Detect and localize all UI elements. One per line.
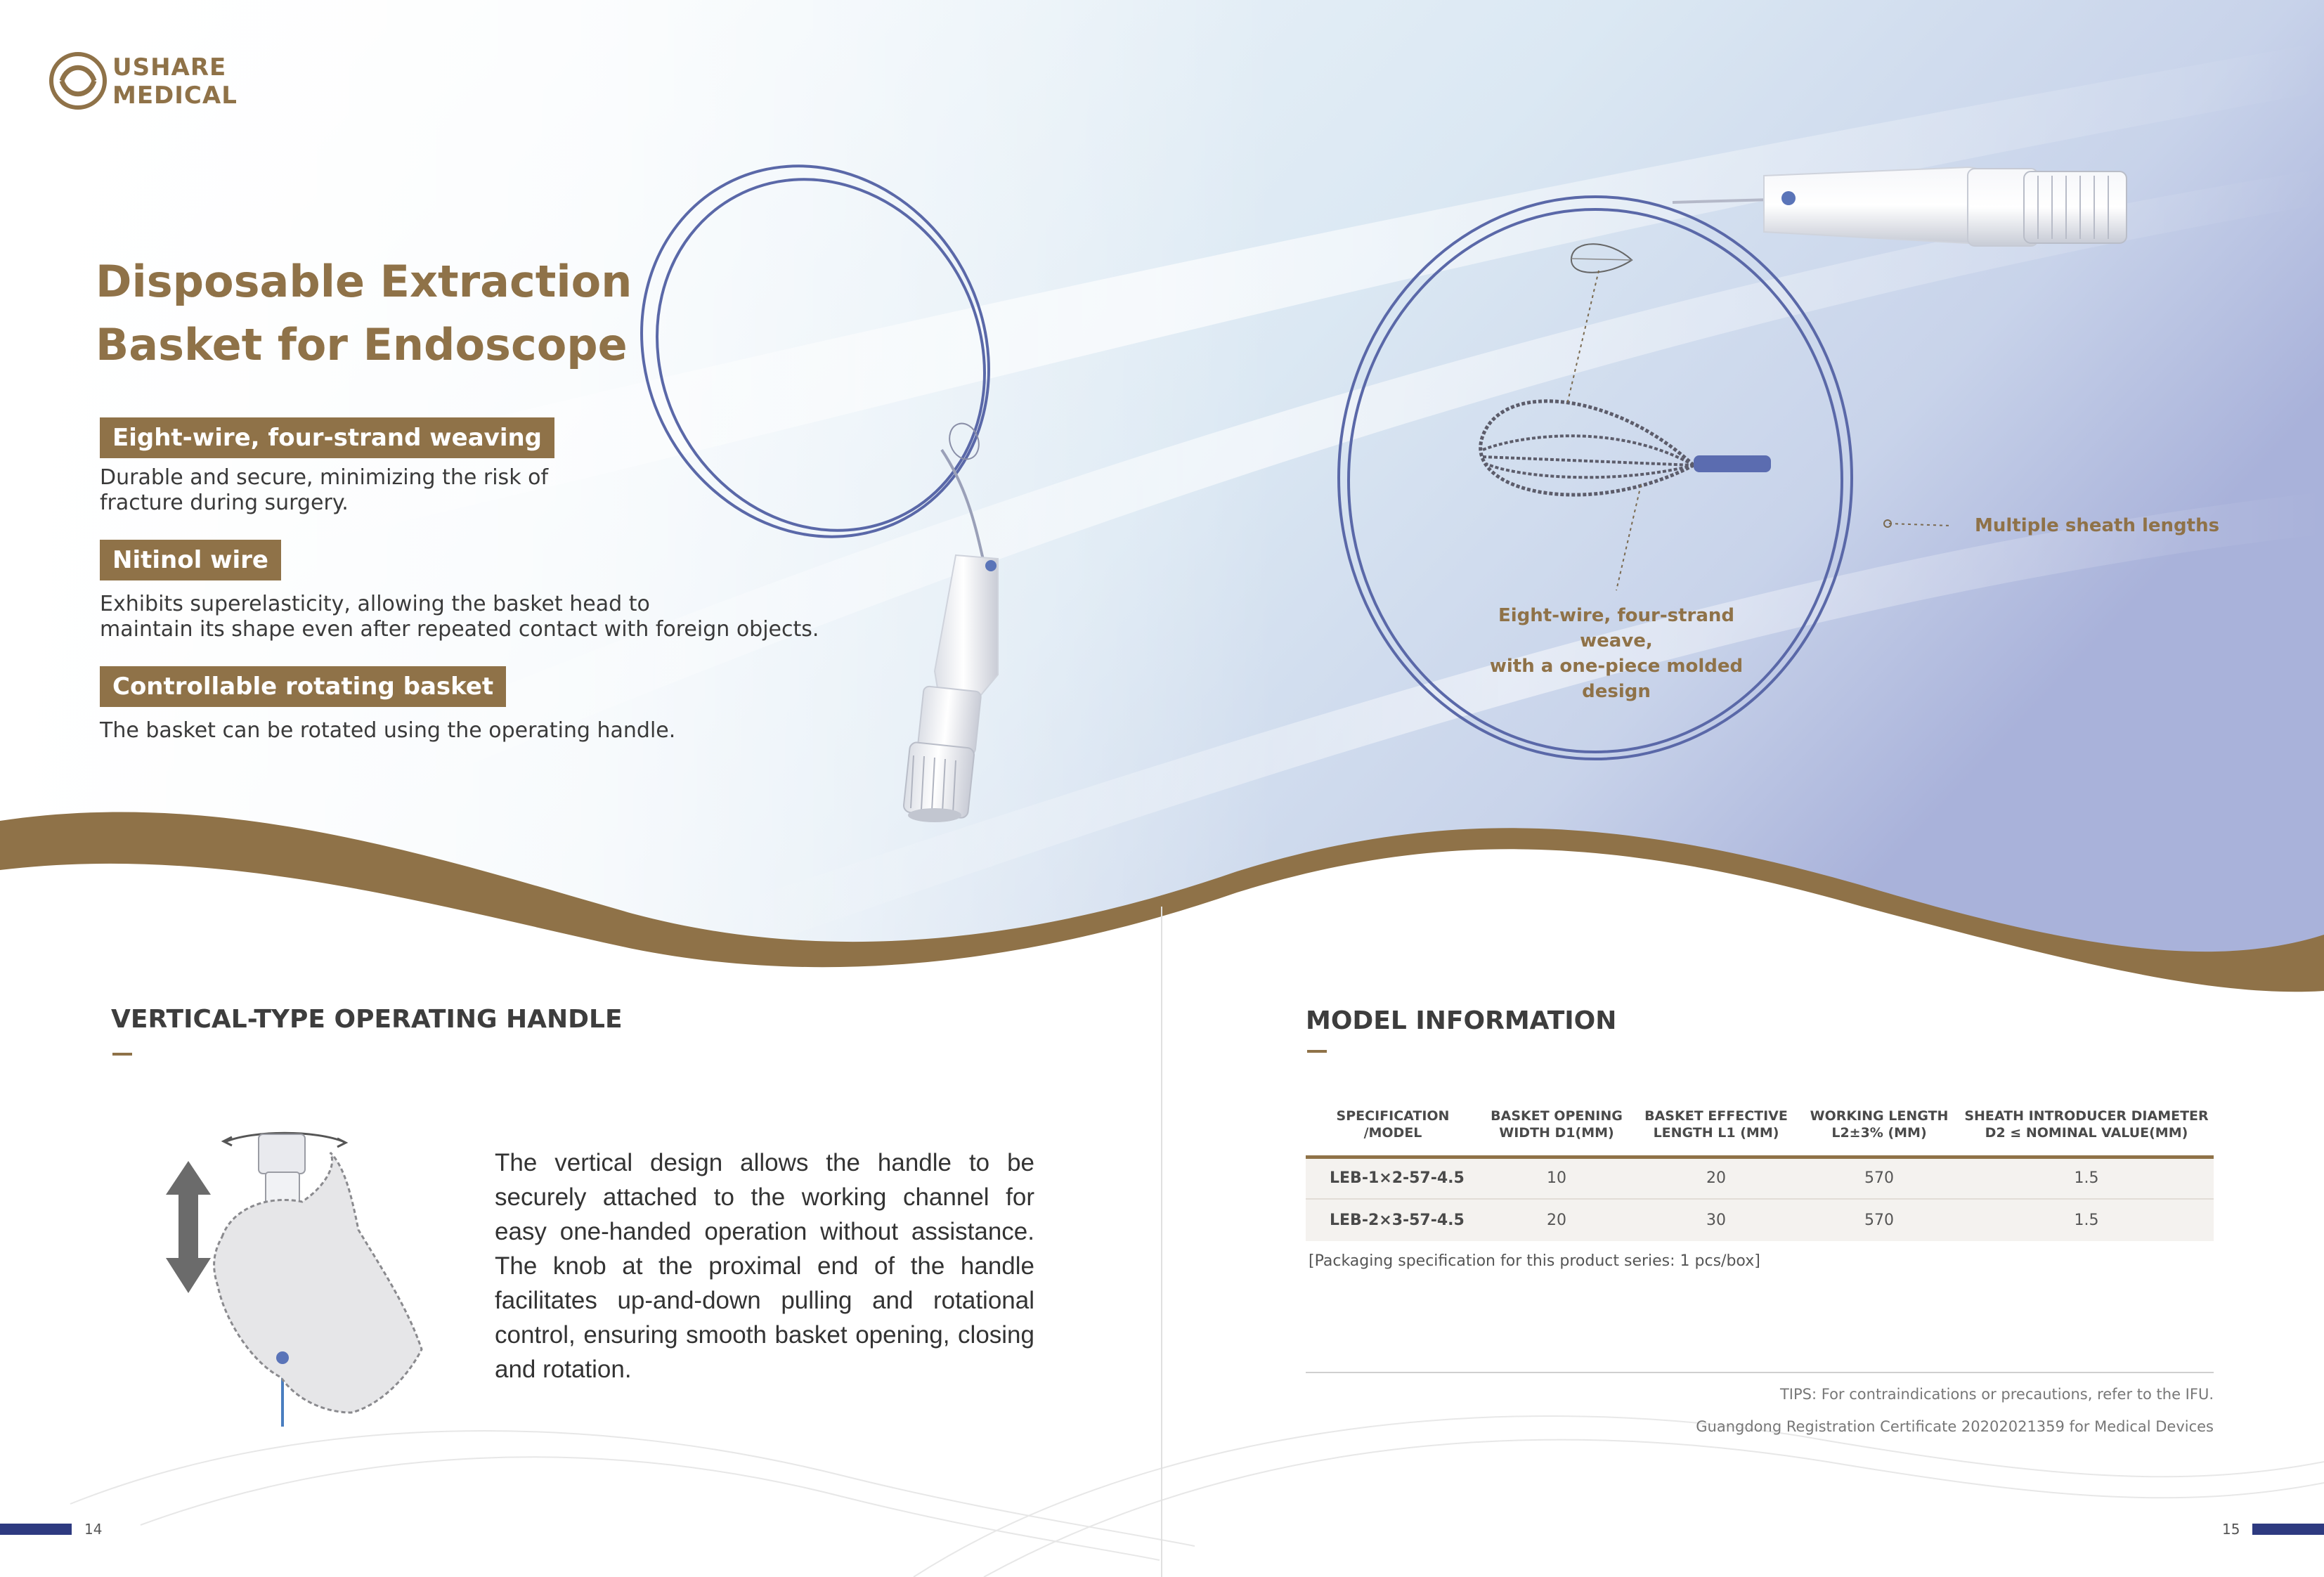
cell-d2: 1.5 xyxy=(1959,1199,2214,1241)
model-table xyxy=(1306,1093,2214,1241)
handle-section-title: VERTICAL-TYPE OPERATING HANDLE xyxy=(111,1005,623,1034)
col-header-d1: BASKET OPENING WIDTH D1(MM) xyxy=(1480,1093,1633,1157)
feature-desc-rotating: The basket can be rotated using the operating handle. xyxy=(100,718,676,743)
col-header-l2: WORKING LENGTH L2±3% (MM) xyxy=(1799,1093,1959,1157)
cell-d1: 20 xyxy=(1480,1199,1633,1241)
handle-description: The vertical design allows the handle to be securely attached to the working channel for easy one-handed operation without assistance. The knob at the proximal end of the handle facilitates up-and-down pulling and rotational control, ensuring smooth basket opening, closing and rotation. xyxy=(495,1149,1034,1383)
cell-l1: 20 xyxy=(1633,1157,1799,1199)
callout-sheath: Multiple sheath lengths xyxy=(1975,515,2220,536)
footer-divider xyxy=(1306,1372,2214,1373)
handle-section-divider xyxy=(112,1053,132,1056)
model-section-divider xyxy=(1307,1050,1327,1053)
brand-name-line2: MEDICAL xyxy=(112,82,238,110)
packaging-note: [Packaging specification for this product series: 1 pcs/box] xyxy=(1309,1252,1760,1270)
model-section-title: MODEL INFORMATION xyxy=(1306,1006,1617,1035)
cell-l2: 570 xyxy=(1799,1157,1959,1199)
col-header-l1: BASKET EFFECTIVE LENGTH L1 (MM) xyxy=(1633,1093,1799,1157)
product-title-line1: Disposable Extraction xyxy=(96,256,632,307)
cell-d2: 1.5 xyxy=(1959,1157,2214,1199)
page-bar-left xyxy=(0,1524,72,1535)
page-number-right: 15 xyxy=(2222,1521,2240,1538)
cell-l1: 30 xyxy=(1633,1199,1799,1241)
col-header-model: SPECIFICATION /MODEL xyxy=(1306,1093,1480,1157)
ushare-logo-icon xyxy=(46,49,110,112)
feature-label-nitinol: Nitinol wire xyxy=(100,540,281,580)
cell-model: LEB-2×3-57-4.5 xyxy=(1306,1199,1480,1241)
page-number-left: 14 xyxy=(84,1521,103,1538)
table-row xyxy=(1306,1199,2214,1241)
tips-text: TIPS: For contraindications or precautions, refer to the IFU. xyxy=(1779,1386,2214,1403)
page-bar-right xyxy=(2252,1524,2324,1535)
cell-d1: 10 xyxy=(1480,1157,1633,1199)
feature-desc-weaving: Durable and secure, minimizing the risk of fracture during surgery. xyxy=(100,465,549,515)
cell-model: LEB-1×2-57-4.5 xyxy=(1306,1157,1480,1199)
registration-text: Guangdong Registration Certificate 20202021359 for Medical Devices xyxy=(1696,1418,2214,1435)
product-title xyxy=(96,250,632,377)
cell-l2: 570 xyxy=(1799,1199,1959,1241)
feature-label-weaving: Eight-wire, four-strand weaving xyxy=(100,417,554,458)
feature-label-rotating: Controllable rotating basket xyxy=(100,666,506,707)
table-row xyxy=(1306,1157,2214,1199)
col-header-d2: SHEATH INTRODUCER DIAMETER D2 ≤ NOMINAL VALUE(MM) xyxy=(1959,1093,2214,1157)
feature-desc-nitinol: Exhibits superelasticity, allowing the basket head to maintain its shape even after repeated contact with foreign objects. xyxy=(100,592,819,642)
callout-weave: Eight-wire, four-strand weave, with a one-piece molded design xyxy=(1489,605,1744,702)
table-header-row xyxy=(1306,1093,2214,1157)
brand-name-line1: USHARE xyxy=(112,53,227,82)
product-title-line2: Basket for Endoscope xyxy=(96,319,628,370)
